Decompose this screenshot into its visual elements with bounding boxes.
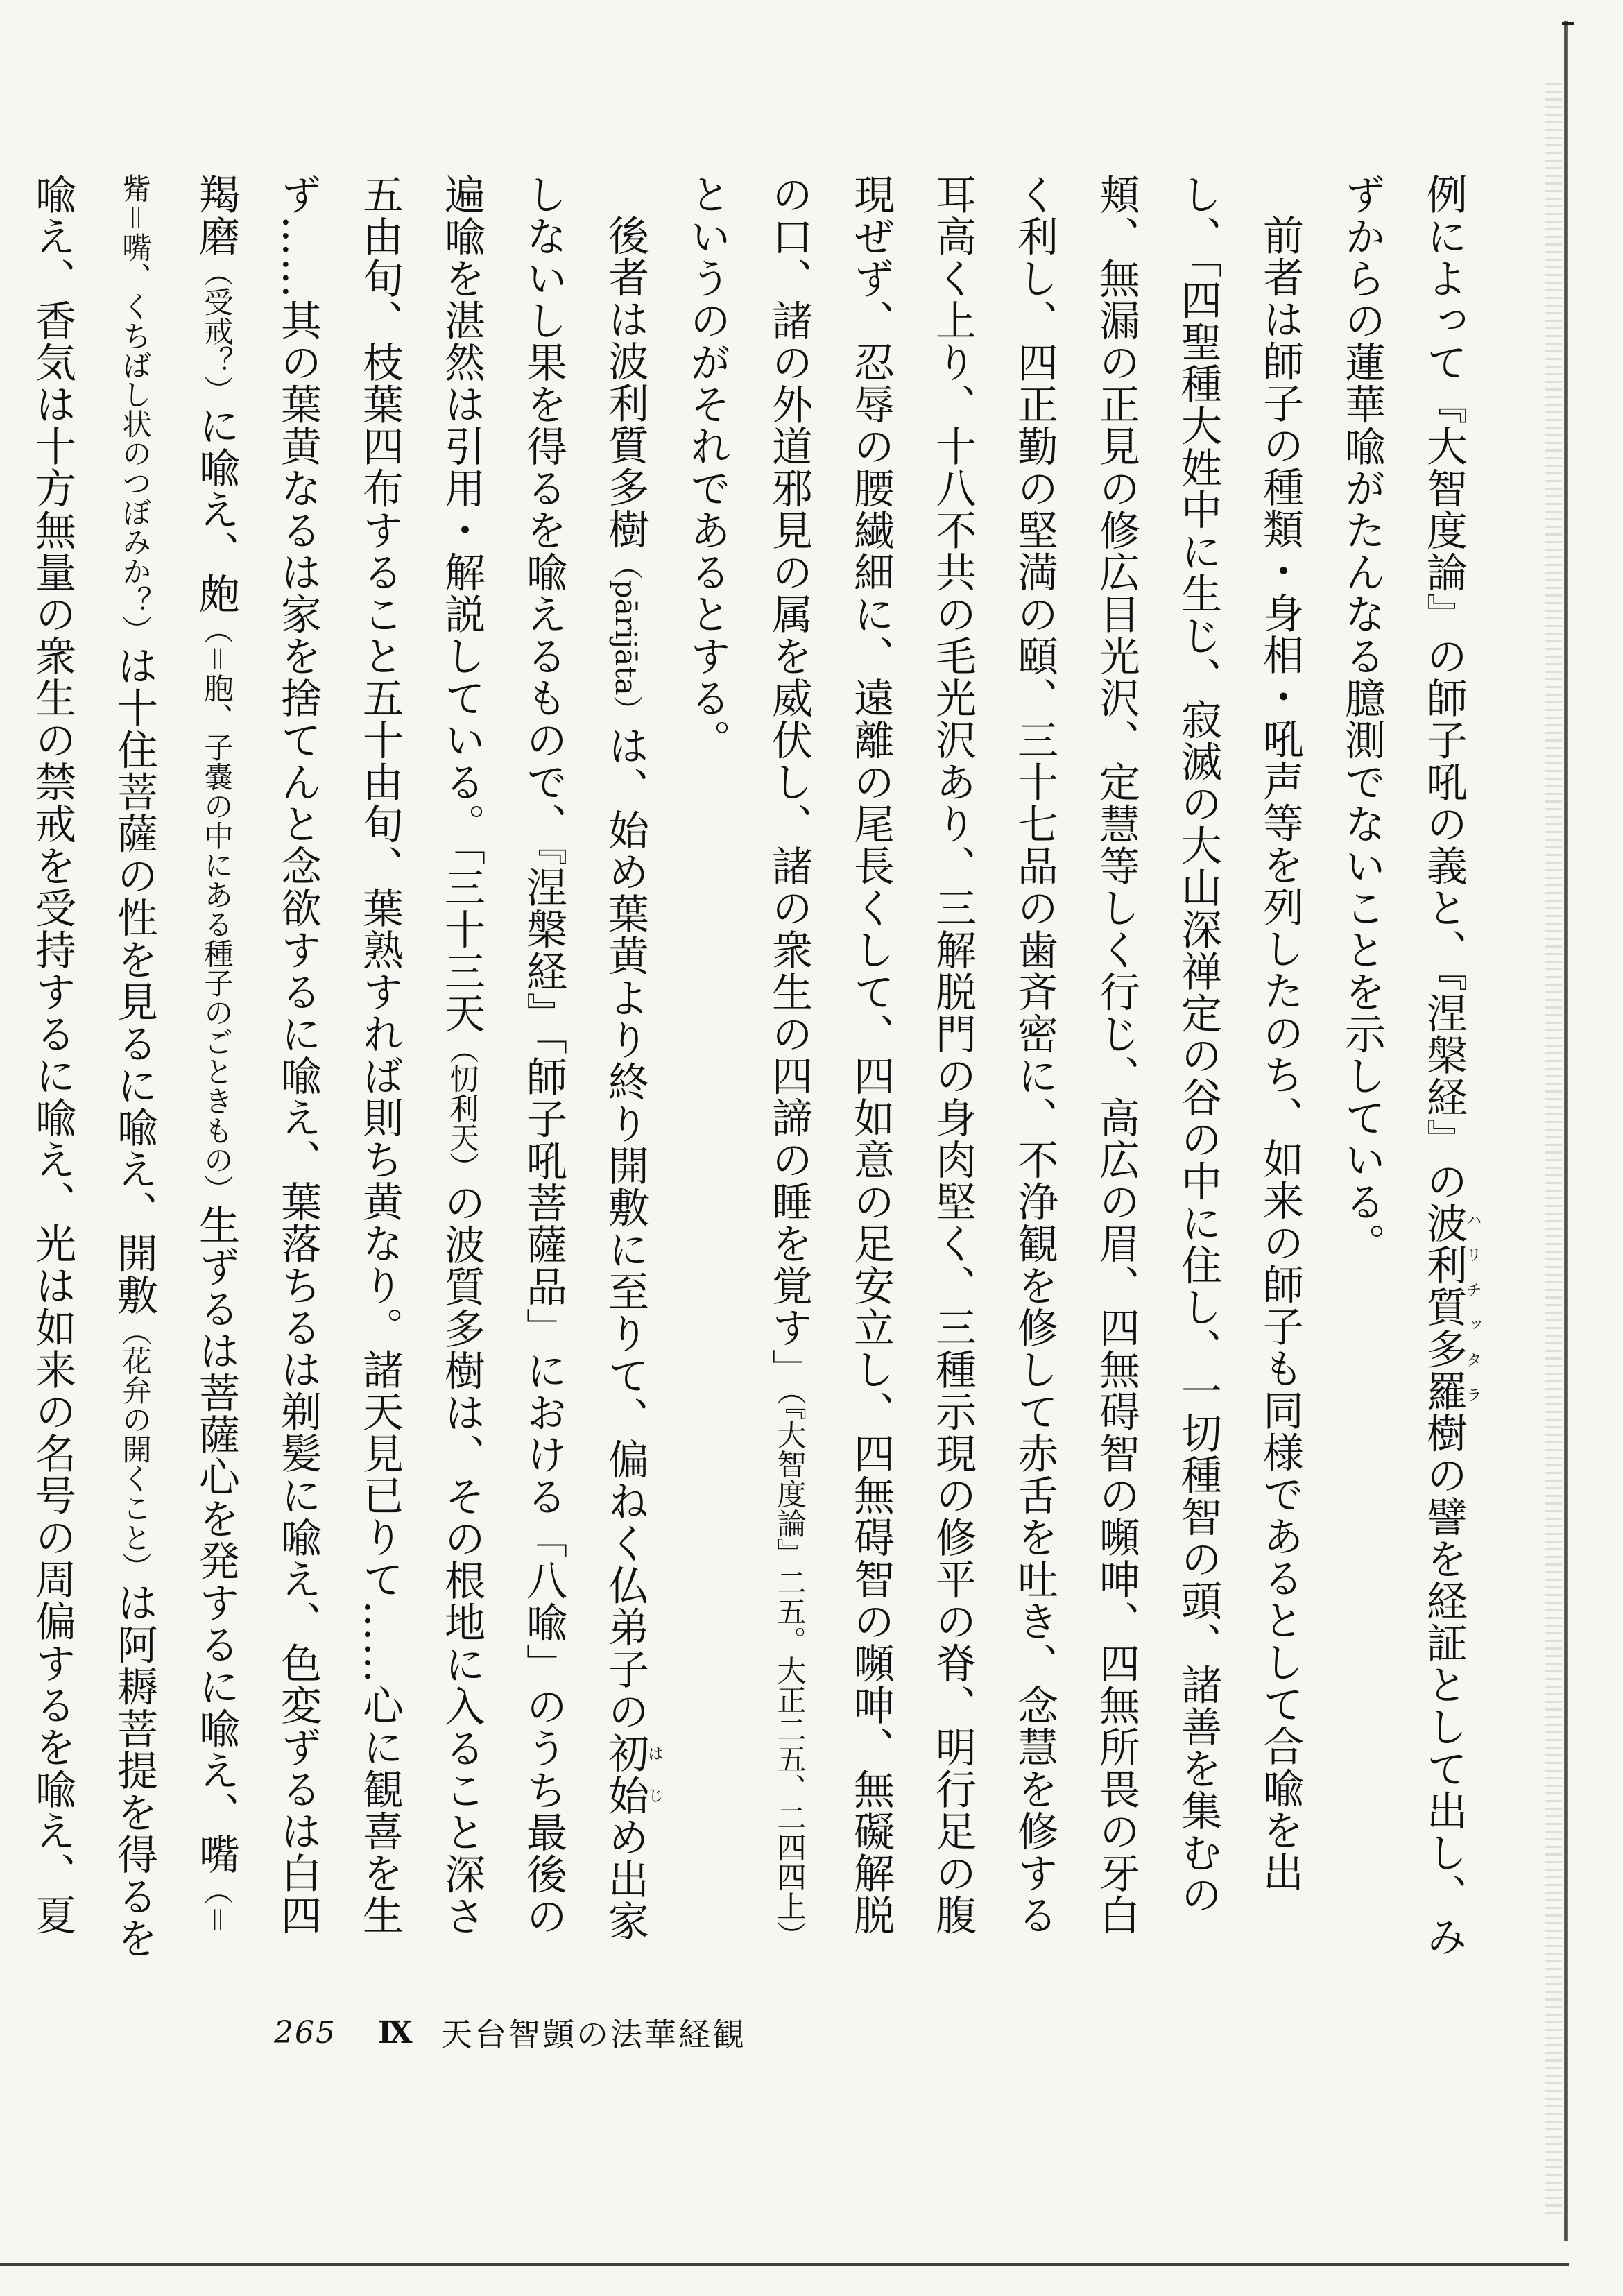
ruby-annotated-word: 初は bbox=[601, 1732, 664, 1774]
page-edge-right bbox=[1564, 21, 1568, 2241]
page-edge-shadow bbox=[1545, 83, 1562, 2220]
annotation-note: （＝觜＝嘴、くちばし状のつぼみか？） bbox=[117, 173, 233, 1935]
paragraph-1 bbox=[1321, 173, 1484, 1963]
text-run: の波質多樹は、その根地に入ること深さ五由旬、枝葉四布すること五十由旬、葉熟すれば則ち黄なり。諸天見已りて……心に観喜を生ず……其の葉黄なるは家を捨てんと念欲するに喩え、葉落ちるは剃髪に喩え、色変ずるは白四羯磨 bbox=[192, 173, 486, 1937]
chapter-numeral: Ⅸ bbox=[378, 2014, 413, 2050]
ruby-reading: ハリチッタラ bbox=[1463, 1202, 1482, 1412]
text-run: に喩え、皰 bbox=[192, 404, 240, 615]
text-run: 後者は波利質多樹 bbox=[601, 214, 649, 550]
text-run: は阿耨菩提を得るを喩え、香気は十方無量の衆生の禁戒を受持するに喩え、光は如来の名号の周偏するを喩え、夏 bbox=[28, 173, 158, 1960]
page-edge-top-mark bbox=[1562, 22, 1574, 25]
annotation-note: （忉利天） bbox=[445, 1034, 479, 1182]
annotation-note: （受戒？） bbox=[199, 257, 233, 405]
page-edge-bottom bbox=[0, 2263, 1569, 2266]
text-run: 例によって『大智度論』の師子吼の義と、『涅槃経』の bbox=[1420, 173, 1468, 1202]
paragraph-3 bbox=[0, 173, 666, 1963]
chapter-title: 天台智顗の法華経観 bbox=[440, 2016, 746, 2053]
page-number: 265 bbox=[274, 2014, 336, 2050]
text-run: というのがそれであるとする。 bbox=[683, 173, 731, 761]
running-footer bbox=[274, 2008, 746, 2057]
text-run: は十住菩薩の性を見るに喩え、開敷 bbox=[110, 644, 158, 1317]
vertical-text-block bbox=[28, 173, 1484, 1963]
ruby-annotated-word: 始じ bbox=[601, 1774, 664, 1817]
text-run: 前者は師子の種類・身相・吼声等を列したのち、如来の師子も同様であるとして合喩を出し、「四聖種大姓中に生じ、寂滅の大山深禅定の谷の中に住し、一切種智の頭、諸善を集むの頬、無漏の正見の修広目光沢、定慧等しく行じ、高広の眉、四無碍智の嚬呻、四無所畏の牙白く利し、四正勤の堅満の頤、三十七品の歯斉密に、不浄観を修して赤舌を吐き、念慧を修する耳高く上り、十八不共の毛光沢あり、三解脱門の身肉堅く、三種示現の修平の脊、明行足の腹現ぜず、忍辱の腰繊細に、遠離の尾長くして、四如意の足安立し、四無碍智の嚬呻、無礙解脱の口、諸の外道邪見の属を威伏し、諸の衆生の四諦の睡を覚す」 bbox=[765, 173, 1304, 1936]
text-run: は、始め葉黄より終り開敷に至りて、偏ねく仏弟子の bbox=[601, 725, 649, 1733]
annotation-note: （＝胞、子嚢の中にある種子のごときもの） bbox=[199, 614, 233, 1204]
ruby-reading: じ bbox=[645, 1774, 664, 1817]
annotation-note: （花弁の開くこと） bbox=[117, 1316, 151, 1582]
text-run: 樹の譬を経証として出し、みずからの蓮華喩がたんなる臆測でないことを示している。 bbox=[1338, 173, 1468, 1957]
annotation-note: （『大智度論』二五。大正二五、二四四上） bbox=[772, 1390, 806, 1951]
ruby-reading: は bbox=[645, 1732, 664, 1774]
annotation-note: （pārijāta） bbox=[608, 550, 642, 726]
ruby-annotated-word: 波利質多羅ハリチッタラ bbox=[1420, 1202, 1482, 1412]
text-run: め出家しないし果を得るを喩えるもので、『涅槃経』「師子吼菩薩品」における「八喩」のうち最後の遍喩を湛然は引用・解説している。「三十三天 bbox=[438, 173, 649, 1942]
text-run: 生ずるは菩薩心を発するに喩え、嘴 bbox=[192, 1203, 240, 1876]
paragraph-2 bbox=[666, 173, 1321, 1963]
